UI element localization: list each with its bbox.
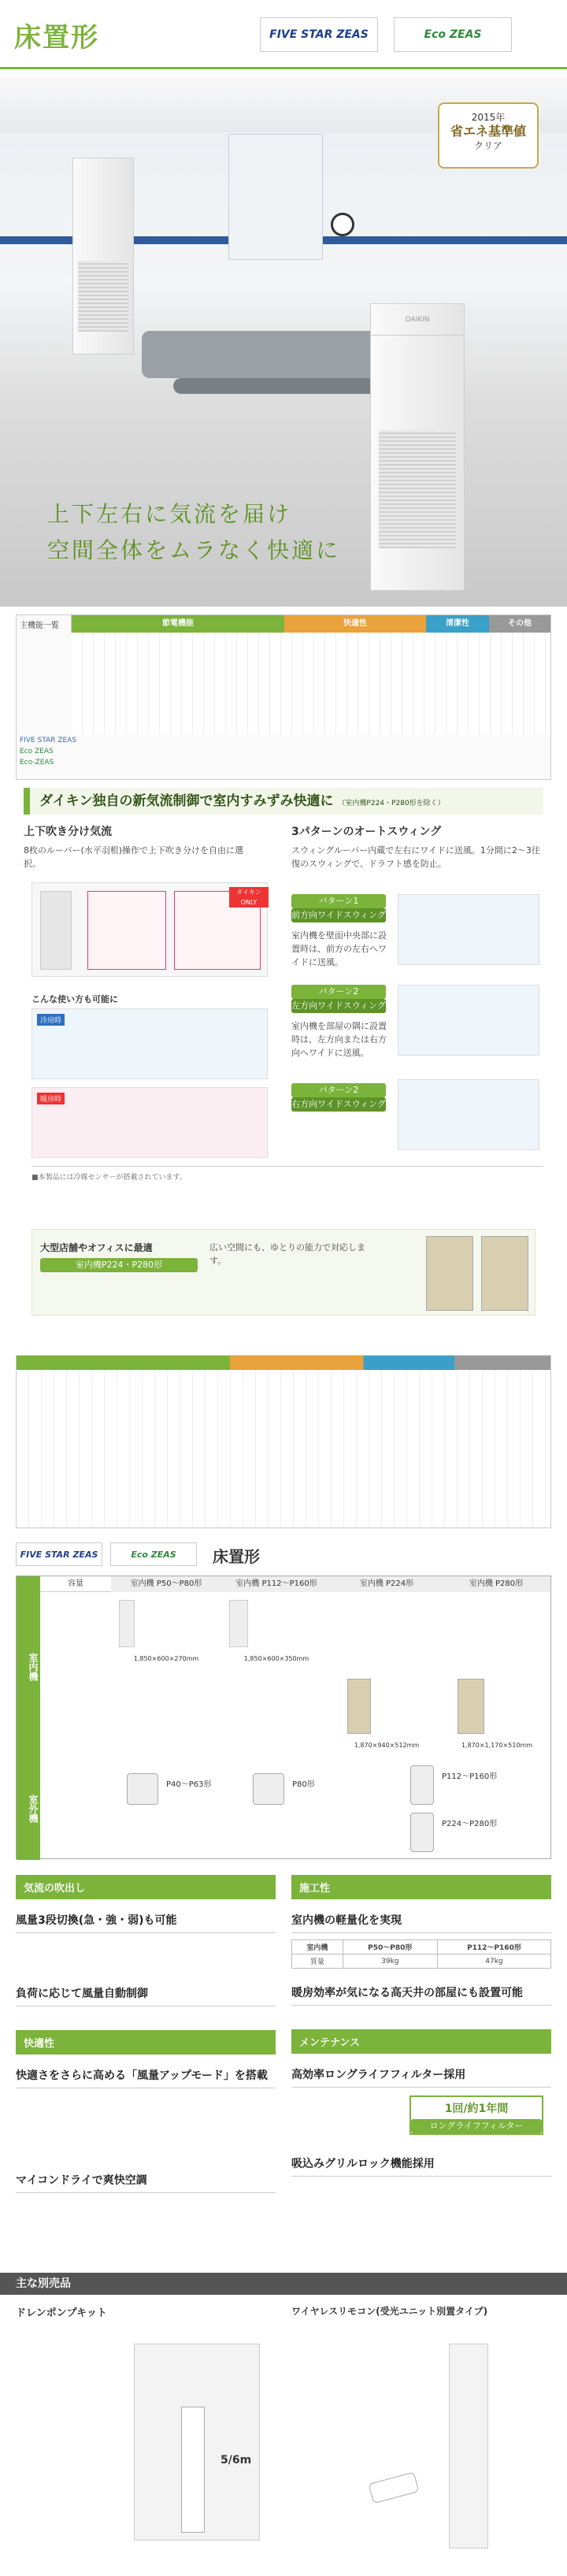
chair-base: [173, 378, 378, 394]
waiting-chairs: [142, 331, 378, 378]
updown-block: 上下吹き分け気流 8枚のルーバー(水平羽根)操作で上下吹き分けを自由に選択。: [24, 826, 244, 869]
spec-group: 清潔性: [426, 615, 489, 633]
features-left: 気流の吹出し 風量3段切換(急・強・弱)も可能 負荷に応じて風量自動制御 快適性 快適さをさらに高める「風量アップモード」を搭載 マイコンドライで爽快空調: [16, 1875, 276, 2253]
eco-zeas-logo: Eco ZEAS: [394, 17, 512, 52]
lineup-header: FIVE STAR ZEAS Eco ZEAS 床置形: [16, 1542, 551, 1574]
daikin-only-badge: ダイキンONLY: [229, 887, 269, 908]
cooling-diagram: 冷房時: [32, 1008, 268, 1079]
drain-option: ドレンポンプキット 5/6m: [16, 2304, 276, 2564]
pattern-diagram: [398, 1079, 539, 1150]
pattern-name: 左方向ワイドスウィング: [291, 999, 386, 1013]
swing-patterns: [291, 894, 543, 1154]
shop-box: 大型店舗やオフィスに最適 室内機P224・P280形 広い空間にも、ゆとりの能力で対応します。: [32, 1229, 536, 1316]
hero-catchcopy: 上下左右に気流を届け 空間全体をムラなく快適に: [47, 501, 341, 563]
spec-table: [16, 614, 551, 780]
spec-columns: [72, 633, 550, 735]
five-star-logo: FIVE STAR ZEAS: [260, 17, 378, 52]
page-title: 床置形: [14, 22, 99, 54]
pattern-label: パターン1: [291, 894, 386, 908]
clock-icon: [331, 213, 354, 236]
options-title: 主な別売品: [0, 2273, 567, 2295]
spec-table-2: [16, 1355, 551, 1528]
weight-table: 室内機 P50～P80形 P112～P160形 質量 39kg 47kg: [291, 1939, 551, 1969]
pattern-label: パターン2: [291, 985, 386, 999]
spec-row: FIVE STAR ZEAS: [20, 737, 77, 744]
spec-row: Eco ZEAS: [20, 748, 54, 755]
pattern-diagram: [398, 894, 539, 965]
airflow-section-title: ダイキン独自の新気流制御で室内すみずみ快適に （室内機P224・P280形を除く）: [24, 788, 543, 815]
updown-diagram: [32, 882, 268, 977]
usecase-title: こんな使い方も可能に: [32, 994, 118, 1004]
spec-group: 節電機能: [72, 615, 284, 633]
pattern-name: 前方向ワイドスウィング: [291, 908, 386, 922]
features-right: 施工性 室内機の軽量化を実現 室内機 P50～P80形 P112～P160形 質量 39kg 47kg 暖房効率が気になる高天井の部屋にも設置可能 メンテナンス 高効率ロングライフフィルター採用 1回/約1年間 ロングライフフィルター 吸込みグリルロック機能採用: [291, 1875, 551, 2253]
pattern-name: 右方向ワイドスウィング: [291, 1097, 386, 1112]
swing-block: 3パターンのオートスウィング スウィングルーバー内蔵で左右にワイドに送風。1分間に2～3往復のスウィングで、ドラフト感を防止。: [291, 826, 540, 869]
remote-option: ワイヤレスリモコン(受光ユニット別置タイプ): [291, 2304, 551, 2564]
spec-label: 主機能一覧: [17, 615, 72, 633]
spec-group: 快適性: [284, 615, 426, 633]
window: [228, 134, 323, 260]
spec-group: その他: [489, 615, 550, 633]
pattern-text: 室内機を部屋の隅に設置時は、左方向または右方向へワイドに送風。: [291, 1021, 387, 1058]
pattern-diagram: [398, 985, 539, 1056]
pattern-label: パターン2: [291, 1083, 386, 1097]
filter-badge: 1回/約1年間 ロングライフフィルター: [410, 2095, 543, 2135]
indoor-unit-background: [72, 158, 134, 354]
notes: ■本製品には冷媒センサーが搭載されています。: [32, 1166, 543, 1213]
indoor-unit-main: DAIKIN: [370, 303, 465, 591]
heating-diagram: 暖房時: [32, 1087, 268, 1158]
energy-badge: 2015年 省エネ基準値 クリア: [438, 102, 539, 169]
spec-row: Eco-ZEAS: [20, 759, 54, 766]
lineup-table: 室内機 室外機 容量 室内機 P50～P80形 室内機 P112～P160形 室内機 P224形 室内機 P280形 1,850×600×270mm 1,850×600×350mm 1,870×940×512mm 1,870×1,170×510mm P40～P63形 P80形 P112～P160形 P224～P280形: [16, 1576, 551, 1859]
pattern-text: 室内機を壁面中央部に設置時は、前方の左右へワイドに送風。: [291, 930, 387, 967]
